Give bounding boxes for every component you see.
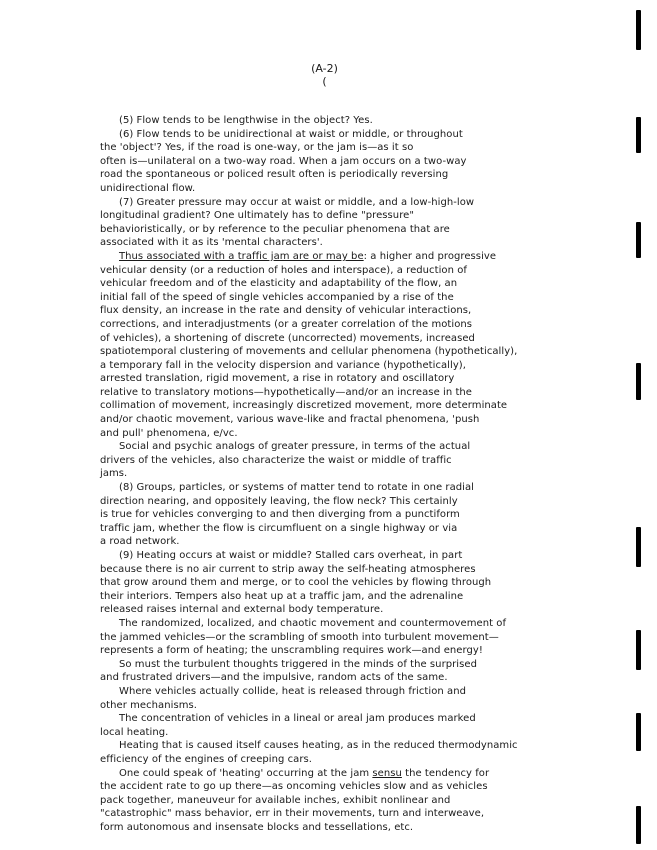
text-line: (7) Greater pressure may occur at waist or middle, and a low-high-low	[119, 196, 475, 208]
text-line: and pull' phenomena, e/vc.	[100, 427, 238, 439]
text-line	[100, 767, 622, 781]
body-text	[100, 114, 622, 834]
text-line: flux density, an increase in the rate and density of vehicular interactions,	[100, 305, 472, 317]
page-header	[0, 62, 657, 88]
page-sub-mark: (	[322, 75, 327, 88]
text-line: jams.	[100, 468, 128, 480]
text-line: traffic jam, whether the flow is circumfluent on a single highway or via	[100, 522, 458, 534]
text-line: represents a form of heating; the unscrambling requires work—and energy!	[100, 645, 483, 657]
text-line: Social and psychic analogs of greater pressure, in terms of the actual	[119, 441, 471, 453]
page-number: (A-2)	[311, 62, 338, 75]
margin-mark	[636, 222, 641, 258]
text-line: So must the turbulent thoughts triggered in the minds of the surprised	[119, 658, 477, 670]
text-line: a road network.	[100, 536, 180, 548]
text-line: the 'object'? Yes, if the road is one-way, or the jam is—as it so	[100, 142, 414, 154]
margin-mark	[636, 117, 641, 153]
text-line: is true for vehicles converging to and then diverging from a punctiform	[100, 509, 460, 521]
text-line: their interiors. Tempers also heat up at a traffic jam, and the adrenaline	[100, 590, 464, 602]
text-line: vehicular density (or a reduction of holes and interspace), a reduction of	[100, 264, 467, 276]
text-line: because there is no air current to strip away the self-heating atmospheres	[100, 563, 476, 575]
text-line: and/or chaotic movement, various wave-like and fractal phenomena, 'push	[100, 414, 480, 426]
text-line: released raises internal and external body temperature.	[100, 604, 384, 616]
margin-mark	[636, 713, 641, 751]
margin-mark	[636, 363, 641, 400]
text-line: road the spontaneous or policed result often is periodically reversing	[100, 169, 449, 181]
text-span: : a higher and progressive	[363, 250, 497, 262]
text-line: that grow around them and merge, or to cool the vehicles by flowing through	[100, 577, 492, 589]
text-line: collimation of movement, increasingly discretized movement, more determinate	[100, 400, 508, 412]
text-line: corrections, and interadjustments (or a greater correlation of the motions	[100, 318, 473, 330]
text-line: (5) Flow tends to be lengthwise in the object? Yes.	[119, 115, 373, 126]
text-line: Where vehicles actually collide, heat is released through friction and	[119, 685, 466, 697]
text-line: spatiotemporal clustering of movements and cellular phenomena (hypothetically),	[100, 346, 518, 358]
text-line: direction nearing, and oppositely leaving, the flow neck? This certainly	[100, 495, 458, 507]
text-line: local heating.	[100, 726, 169, 738]
text-line: "catastrophic" mass behavior, err in their movements, turn and interweave,	[100, 808, 485, 820]
text-line: often is—unilateral on a two-way road. When a jam occurs on a two-way	[100, 155, 467, 167]
text-line: a temporary fall in the velocity dispersion and variance (hypothetically),	[100, 359, 466, 371]
text-line: arrested translation, rigid movement, a rise in rotatory and oscillatory	[100, 373, 455, 385]
underlined-phrase: sensu	[372, 767, 402, 779]
text-line: longitudinal gradient? One ultimately has to define "pressure"	[100, 210, 414, 222]
text-line: Heating that is caused itself causes heating, as in the reduced thermodynamic	[119, 740, 518, 752]
text-line: initial fall of the speed of single vehicles accompanied by a rise of the	[100, 291, 454, 303]
underlined-phrase: Thus associated with a traffic jam are or may be	[119, 250, 364, 262]
text-line: pack together, maneuveur for available inches, exhibit nonlinear and	[100, 794, 451, 806]
text-line: form autonomous and insensate blocks and tessellations, etc.	[100, 821, 414, 833]
text-line: associated with it as its 'mental characters'.	[100, 237, 323, 249]
margin-mark	[636, 10, 641, 50]
text-line: The randomized, localized, and chaotic movement and countermovement of	[119, 617, 507, 629]
text-line: (9) Heating occurs at waist or middle? Stalled cars overheat, in part	[119, 550, 463, 561]
text-line: behavioristically, or by reference to the peculiar phenomena that are	[100, 223, 450, 235]
margin-mark	[636, 630, 641, 670]
text-line: vehicular freedom and of the elasticity and adaptability of the flow, an	[100, 278, 458, 290]
margin-mark	[636, 527, 641, 567]
text-line: of vehicles), a shortening of discrete (uncorrected) movements, increased	[100, 332, 475, 344]
text-line: and frustrated drivers—and the impulsive, random acts of the same.	[100, 672, 448, 684]
margin-mark	[636, 806, 641, 844]
text-line: The concentration of vehicles in a lineal or areal jam produces marked	[119, 713, 476, 725]
text-line: drivers of the vehicles, also characterize the waist or middle of traffic	[100, 454, 452, 466]
text-line: the accident rate to go up there—as oncoming vehicles slow and as vehicles	[100, 781, 488, 793]
text-line: relative to translatory motions—hypothetically—and/or an increase in the	[100, 386, 473, 398]
text-line	[100, 250, 622, 264]
text-span: One could speak of 'heating' occurring at the jam	[119, 767, 373, 779]
text-line: unidirectional flow.	[100, 182, 196, 194]
text-line: the jammed vehicles—or the scrambling of smooth into turbulent movement—	[100, 631, 499, 643]
text-line: (8) Groups, particles, or systems of matter tend to rotate in one radial	[119, 482, 474, 494]
text-line: efficiency of the engines of creeping cars.	[100, 753, 313, 765]
text-line: other mechanisms.	[100, 699, 197, 711]
text-span: the tendency for	[401, 767, 490, 779]
text-line: (6) Flow tends to be unidirectional at waist or middle, or throughout	[119, 128, 463, 140]
